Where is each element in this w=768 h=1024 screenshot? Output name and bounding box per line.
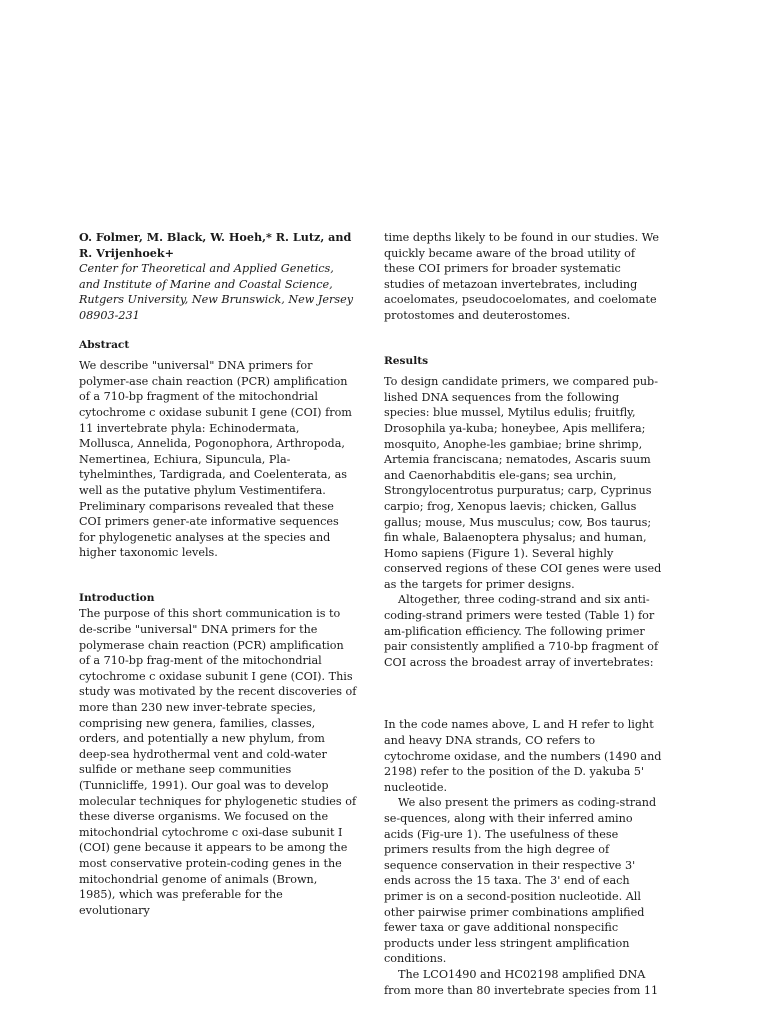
- right-column: [384, 230, 662, 998]
- affiliation: Center for Theoretical and Applied Genetics, and Institute of Marine and Coastal Science, Rutgers University, New Brunswick, New Jersey 08903-231: [79, 262, 354, 322]
- left-column: [79, 230, 357, 918]
- author-line-1: O. Folmer, M. Black, W. Hoeh,* R. Lutz, and: [79, 230, 352, 244]
- results-paragraph-1: To design candidate primers, we compared pub-lished DNA sequences from the following species: blue mussel, Mytilus edulis; fruitfly, Drosophila ya-kuba; honeybee, Apis mellifera; mosquito, Anophe-les gambiae; brine shrimp, Artemia franciscana; nematodes, Ascaris suum and Caenorhabditis ele-gans; sea urchin, Strongylocentrotus purpuratus; carp, Cyprinus carpio; frog, Xenopus laevis; chicken, Gallus gallus; mouse, Mus musculus; cow, Bos taurus; fin whale, Balaenoptera physalus; and human, Homo sapiens (Figure 1). Several highly conserved regions of these COI genes were used as the targets for primer designs.: [384, 375, 662, 591]
- abstract-text: We describe "universal" DNA primers for polymer-ase chain reaction (PCR) amplification of a 710-bp fragment of the mitochondrial cytochrome c oxidase subunit I gene (COI) from 11 invertebrate phyla: Echinodermata, Mollusca, Annelida, Pogonophora, Arthropoda, Nemertinea, Echiura, Sipuncula, Pla-tyhelminthes, Tardigrada, and Coelenterata, as well as the putative phylum Vestimentifera. Preliminary comparisons revealed that these COI primers gener-ate informative sequences for phylogenetic analyses at the species and higher taxonomic levels.: [79, 359, 352, 560]
- results-paragraph-5: The LCO1490 and HC02198 amplified DNA from more than 80 invertebrate species from 11: [384, 967, 659, 997]
- introduction-heading: Introduction: [79, 591, 155, 604]
- introduction-text: The purpose of this short communication is to de-scribe "universal" DNA primers for the polymerase chain reaction (PCR) amplification of a 710-bp frag-ment of the mitochondrial cytochrome c oxidase subunit I gene (COI). This study was motivated by the recent discoveries of more than 230 new inver-tebrate species, comprising new genera, families, classes, orders, and potentially a new phylum, from deep-sea hydrothermal vent and cold-water sulfide or methane seep communities (Tunnicliffe, 1991). Our goal was to develop molecular techniques for phylogenetic studies of these diverse organisms. We focused on the mitochondrial cytochrome c oxi-dase subunit I (COI) gene because it appears to be among the most conservative protein-coding genes in the mitochondrial genome of animals (Brown, 1985), which was preferable for the evolutionary: [79, 607, 357, 917]
- author-line-2: R. Vrijenhoek+: [79, 245, 175, 260]
- results-paragraph-2: Altogether, three coding-strand and six anti-coding-strand primers were tested (Table 1) for am-plification efficiency. The following primer pair consistently amplified a 710-bp fragment of COI across the broadest array of invertebrates:: [384, 593, 659, 669]
- results-heading: Results: [384, 354, 429, 367]
- introduction-continued: time depths likely to be found in our studies. We quickly became aware of the broad utility of these COI primers for broader systematic studies of metazoan invertebrates, including acoelomates, pseudocoelomates, and coelomate protostomes and deuterostomes.: [384, 231, 659, 322]
- results-paragraph-4: We also present the primers as coding-strand se-quences, along with their inferred amino acids (Fig-ure 1). The usefulness of these primers results from the high degree of sequence conservation in their respective 3' ends across the 15 taxa. The 3' end of each primer is on a second-position nucleotide. All other pairwise primer combinations amplified fewer taxa or gave additional nonspecific products under less stringent amplification conditions.: [384, 796, 657, 966]
- author-list: [79, 230, 357, 261]
- results-paragraph-3: In the code names above, L and H refer to light and heavy DNA strands, CO refers to cytochrome oxidase, and the numbers (1490 and 2198) refer to the position of the D. yakuba 5' nucleotide.: [384, 718, 662, 794]
- abstract-heading: Abstract: [79, 338, 130, 351]
